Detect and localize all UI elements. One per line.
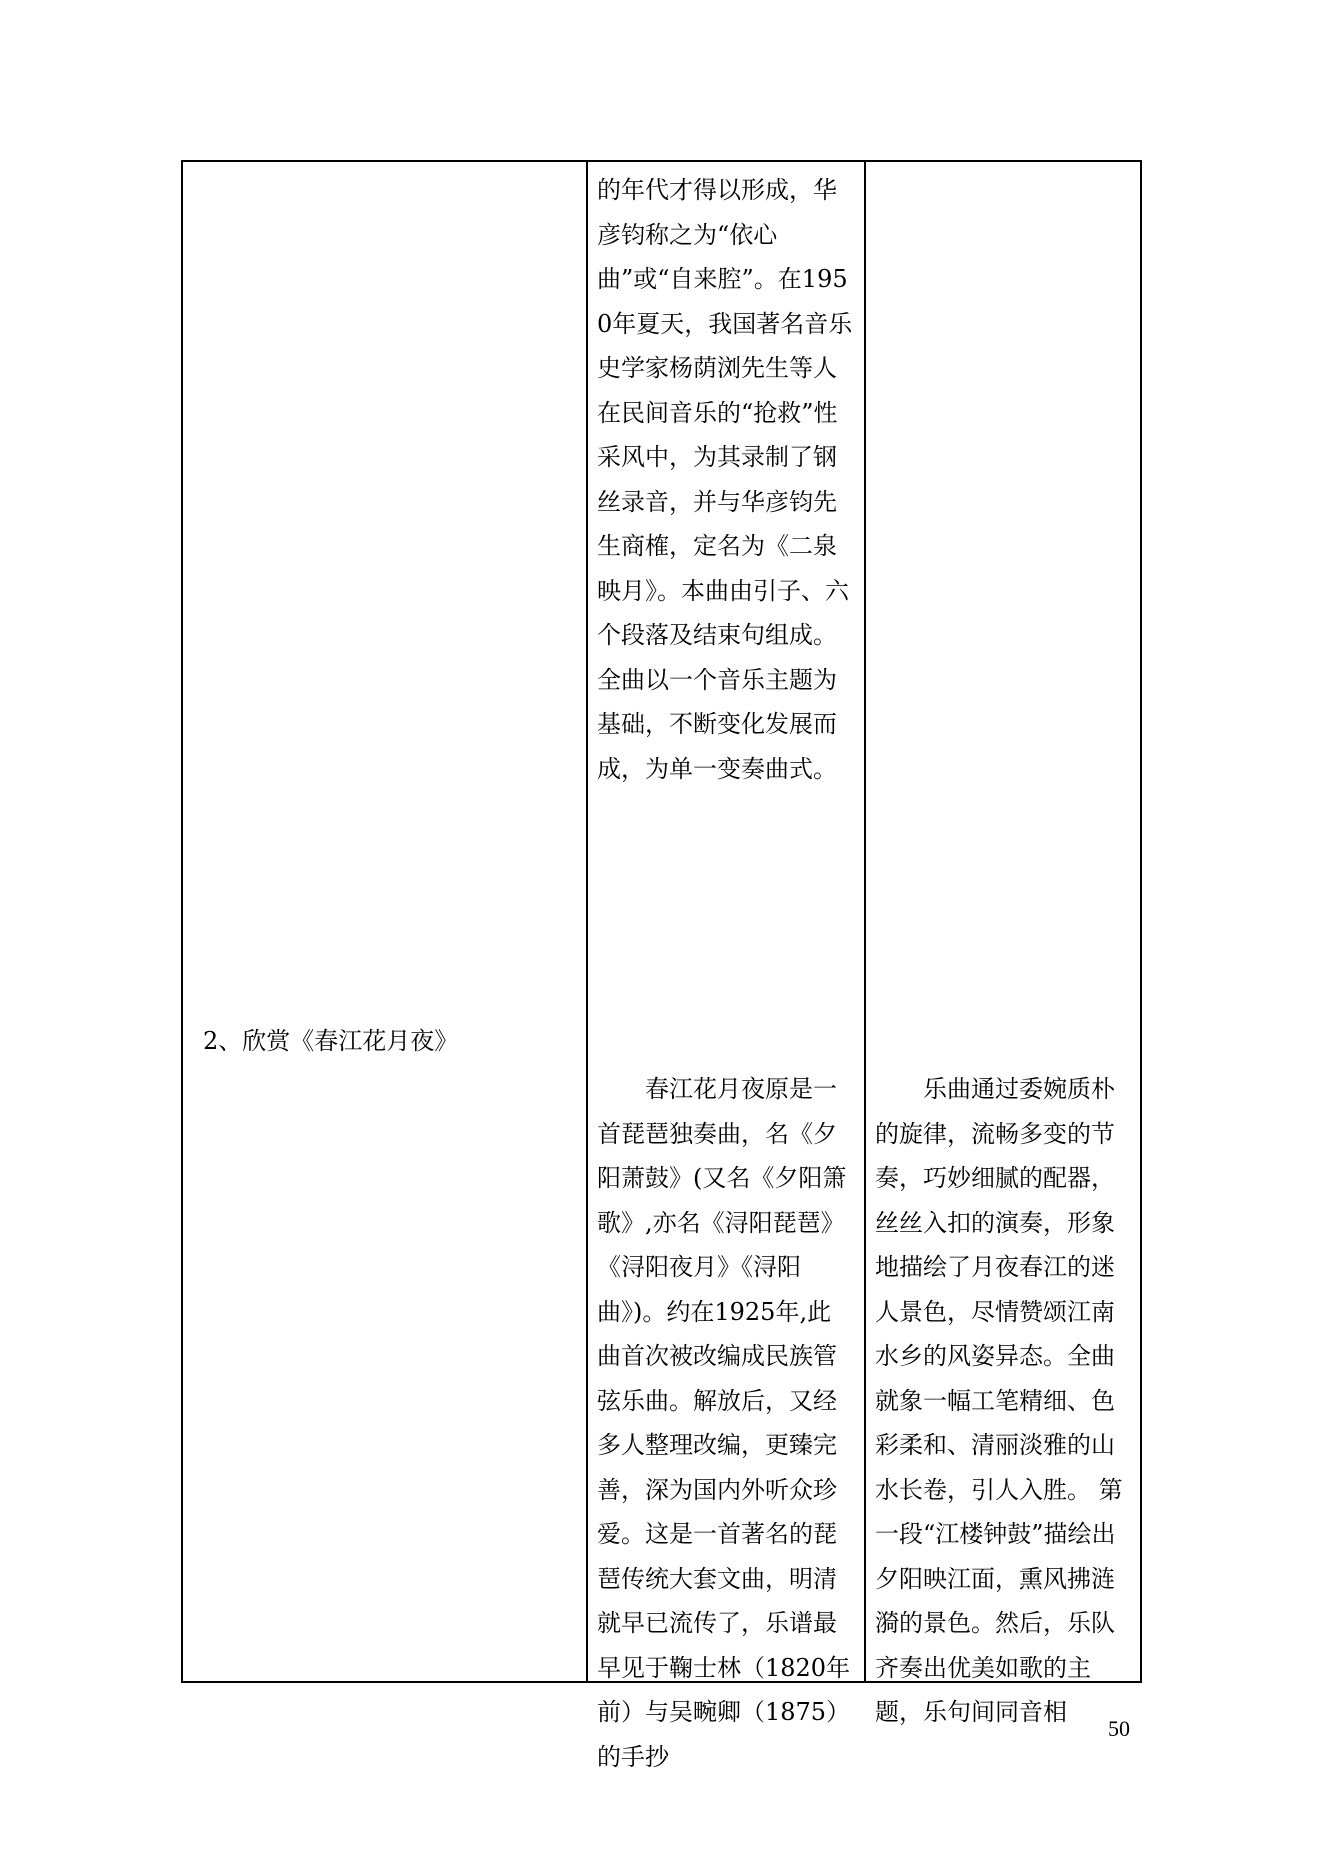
table-cell-analysis: 乐曲通过委婉质朴的旋律，流畅多变的节奏，巧妙细腻的配器，丝丝入扣的演奏，形象地描绘了月夜春江的迷人景色，尽情赞颂江南水乡的风姿异态。全曲就象一幅工笔精细、色彩柔和、清丽淡雅的山水长卷，引人入胜。 第一段“江楼钟鼓”描绘出夕阳映江面，熏风拂涟漪的景色。然后，乐队齐奏出优美如歌的主题，乐句间同音相 — [875, 1075, 1123, 1726]
lesson-table — [181, 160, 1142, 1771]
column-divider — [586, 162, 588, 1681]
page-number: 50 — [1108, 1716, 1130, 1741]
table-cell-content-continued: 的年代才得以形成，华彦钧称之为“依心曲”或“自来腔”。在1950年夏天，我国著名音乐史学家杨荫浏先生等人在民间音乐的“抢救”性采风中，为其录制了钢丝录音，并与华彦钧先生商榷，定名为《二泉映月》。本曲由引子、六个段落及结束句组成。全曲以一个音乐主题为基础，不断变化发展而成，为单一变奏曲式。 — [597, 176, 853, 783]
column-divider — [864, 162, 866, 1681]
table-cell-item-label: 2、欣赏《春江花月夜》 — [203, 1027, 459, 1055]
table-cell-content: 春江花月夜原是一首琵琶独奏曲，名《夕阳萧鼓》(又名《夕阳箫歌》,亦名《浔阳琵琶》《浔阳夜月》《浔阳曲》)。约在1925年,此曲首次被改编成民族管弦乐曲。解放后，又经多人整理改编，更臻完善，深为国内外听众珍爱。这是一首著名的琵琶传统大套文曲，明清就早已流传了，乐谱最早见于鞠士林（1820年前）与吴畹卿（1875）的手抄 — [597, 1075, 851, 1771]
